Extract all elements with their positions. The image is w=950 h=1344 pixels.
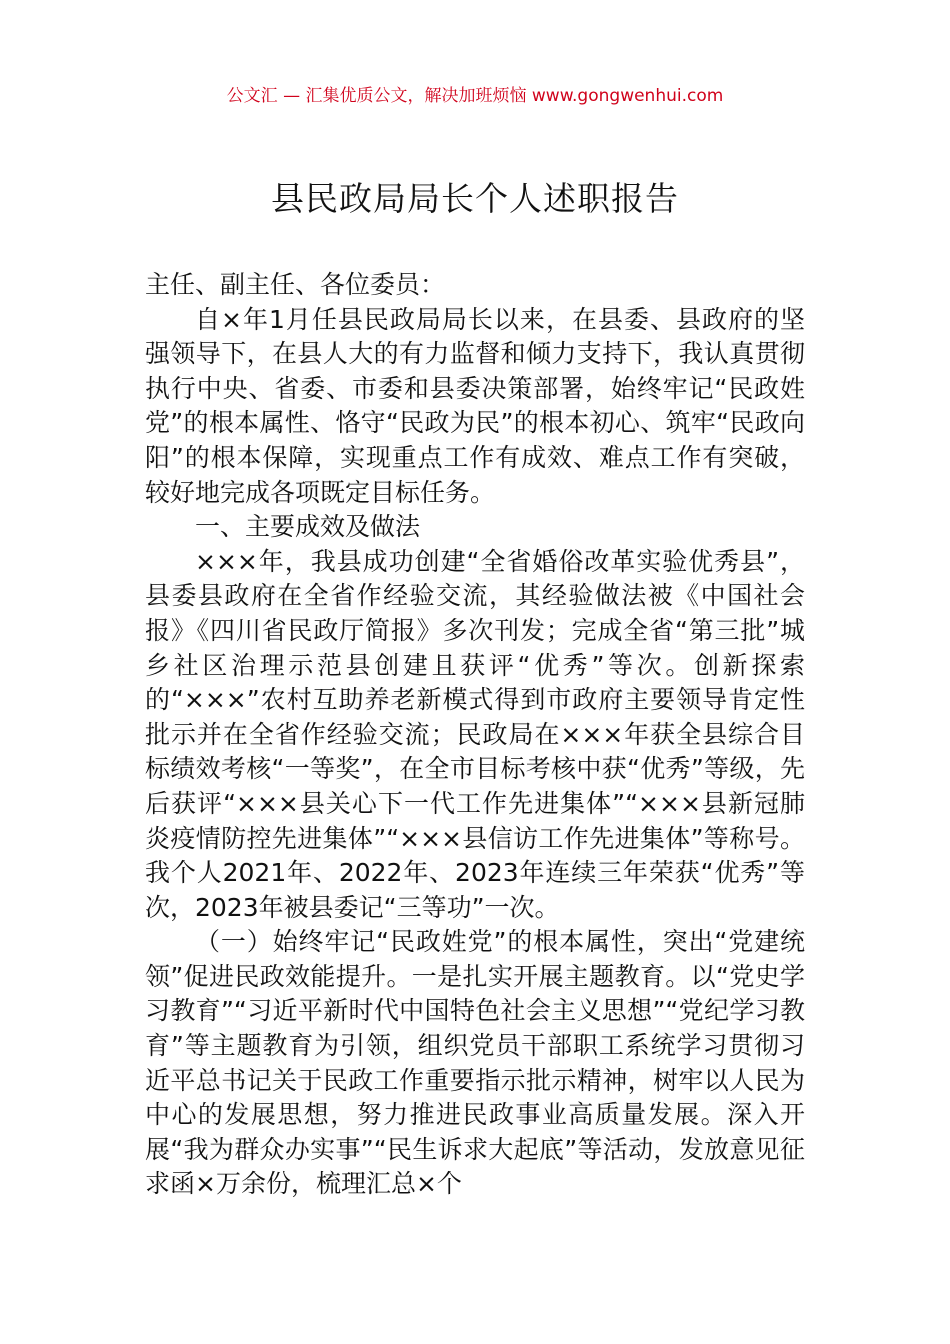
paragraph-achievements: ×××年，我县成功创建“全省婚俗改革实验优秀县”，县委县政府在全省作经验交流，其经验做法被《中国社会报》《四川省民政厅简报》多次刊发；完成全省“第三批”城乡社区治理示范县创建且获评“优秀”等次。创新探索的“×××”农村互助养老新模式得到市政府主要领导肯定性批示并在全省作经验交流；民政局在×××年获全县综合目标绩效考核“一等奖”，在全市目标考核中获“优秀”等级，先后获评“×××县关心下一代工作先进集体”“×××县新冠肺炎疫情防控先进集体”“×××县信访工作先进集体”等称号。我个人2021年、2022年、2023年连续三年荣获“优秀”等次，2023年被县委记“三等功”一次。 (145, 546, 805, 922)
header-banner[interactable]: 公文汇 — 汇集优质公文，解决加班烦恼 www.gongwenhui.com (226, 86, 724, 106)
page-title: 县民政局局长个人述职报告 (271, 179, 679, 218)
document-body (145, 268, 805, 1202)
section-heading: 一、主要成效及做法 (195, 512, 421, 542)
salutation: 主任、副主任、各位委员： (145, 270, 446, 299)
paragraph-intro: 自×年1月任县民政局局长以来，在县委、县政府的坚强领导下，在县人大的有力监督和倾力支持下，我认真贯彻执行中央、省委、市委和县委决策部署，始终牢记“民政姓党”的根本属性、恪守“民政为民”的根本初心、筑牢“民政向阳”的根本保障，实现重点工作有成效、难点工作有突破，较好地完成各项既定目标任务。 (145, 304, 805, 507)
paragraph-party-building: （一）始终牢记“民政姓党”的根本属性，突出“党建统领”促进民政效能提升。一是扎实开展主题教育。以“党史学习教育”“习近平新时代中国特色社会主义思想”“党纪学习教育”等主题教育为引领，组织党员干部职工系统学习贯彻习近平总书记关于民政工作重要指示批示精神，树牢以人民为中心的发展思想，努力推进民政事业高质量发展。深入开展“我为群众办实事”“民生诉求大起底”等活动，发放意见征求函×万余份，梳理汇总×个 (145, 927, 805, 1199)
